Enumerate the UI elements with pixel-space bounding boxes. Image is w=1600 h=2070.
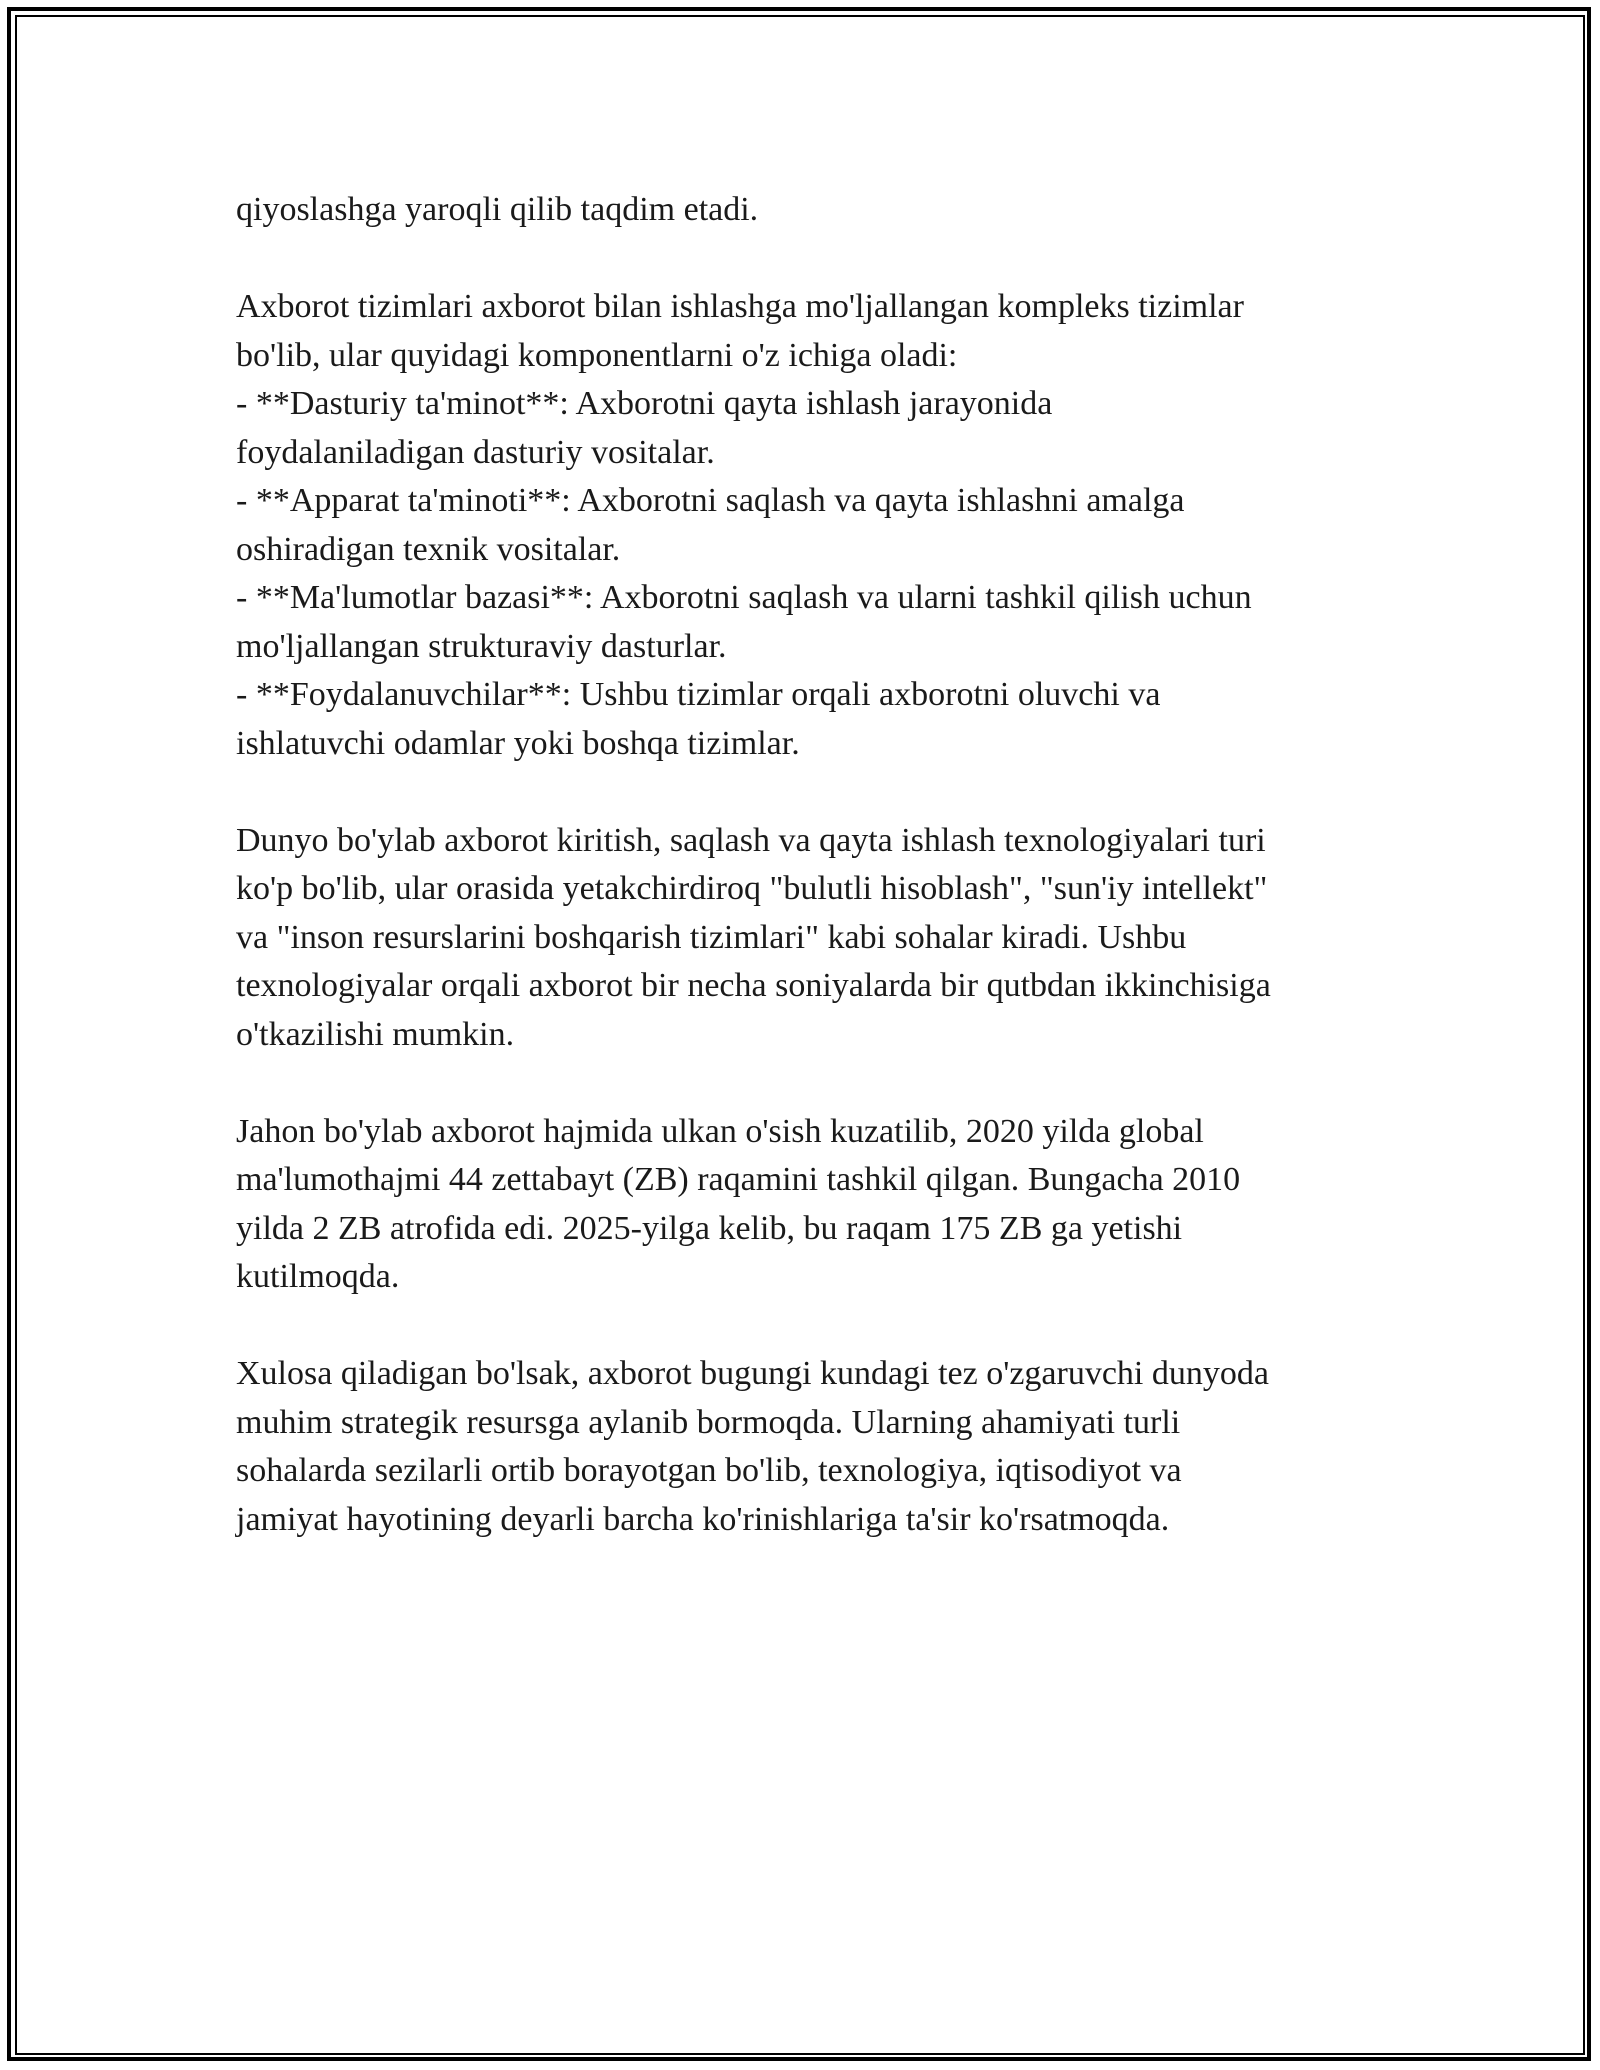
paragraph-information-systems: [236, 283, 1386, 768]
text-line: Jahon bo'ylab axborot hajmida ulkan o'sish kuzatilib, 2020 yilda global: [236, 1112, 1204, 1150]
text-line: ko'p bo'lib, ular orasida yetakchirdiroq "bulutli hisoblash", "sun'iy intellekt": [236, 870, 1268, 907]
list-item-software: - **Dasturiy ta'minot**: Axborotni qayta ishlash jarayonida: [236, 385, 1053, 422]
text-line: qiyoslashga yaroqli qilib taqdim etadi.: [236, 191, 759, 228]
text-line: Dunyo bo'ylab axborot kiritish, saqlash va qayta ishlash texnologiyalari turi: [236, 821, 1266, 859]
paragraph-data-volume: [236, 1108, 1386, 1302]
list-item-users: - **Foydalanuvchilar**: Ushbu tizimlar orqali axborotni oluvchi va: [236, 676, 1161, 713]
text-line: muhim strategik resursga aylanib bormoqda. Ularning ahamiyati turli: [236, 1403, 1181, 1441]
paragraph-intro-continuation: [236, 186, 1386, 235]
text-line: ma'lumothajmi 44 zettabayt (ZB) raqamini tashkil qilgan. Bungacha 2010: [236, 1161, 1241, 1198]
document-body: [236, 186, 1386, 1593]
text-line: mo'ljallangan strukturaviy dasturlar.: [236, 627, 727, 665]
text-line: ishlatuvchi odamlar yoki boshqa tizimlar.: [236, 724, 800, 762]
text-line: kutilmoqda.: [236, 1258, 400, 1295]
text-line: texnologiyalar orqali axborot bir necha soniyalarda bir qutbdan ikkinchisiga: [236, 967, 1271, 1004]
text-line: va "inson resurslarini boshqarish tizimlari" kabi sohalar kiradi. Ushbu: [236, 918, 1187, 956]
list-item-hardware: - **Apparat ta'minoti**: Axborotni saqlash va qayta ishlashni amalga: [236, 482, 1185, 519]
text-line: o'tkazilishi mumkin.: [236, 1015, 515, 1053]
text-line: oshiradigan texnik vositalar.: [236, 530, 621, 568]
paragraph-conclusion: [236, 1350, 1386, 1544]
text-line: Axborot tizimlari axborot bilan ishlashga mo'ljallangan kompleks tizimlar: [236, 288, 1244, 325]
text-line: Xulosa qiladigan bo'lsak, axborot bugungi kundagi tez o'zgaruvchi dunyoda: [236, 1355, 1269, 1392]
text-line: jamiyat hayotining deyarli barcha ko'rinishlariga ta'sir ko'rsatmoqda.: [236, 1500, 1170, 1538]
text-line: yilda 2 ZB atrofida edi. 2025-yilga kelib, bu raqam 175 ZB ga yetishi: [236, 1209, 1183, 1247]
text-line: sohalarda sezilarli ortib borayotgan bo'lib, texnologiya, iqtisodiyot va: [236, 1452, 1182, 1489]
text-line: bo'lib, ular quyidagi komponentlarni o'z ichiga oladi:: [236, 336, 958, 374]
list-item-database: - **Ma'lumotlar bazasi**: Axborotni saqlash va ularni tashkil qilish uchun: [236, 579, 1252, 616]
text-line: foydalaniladigan dasturiy vositalar.: [236, 433, 715, 471]
paragraph-technologies: [236, 817, 1386, 1060]
